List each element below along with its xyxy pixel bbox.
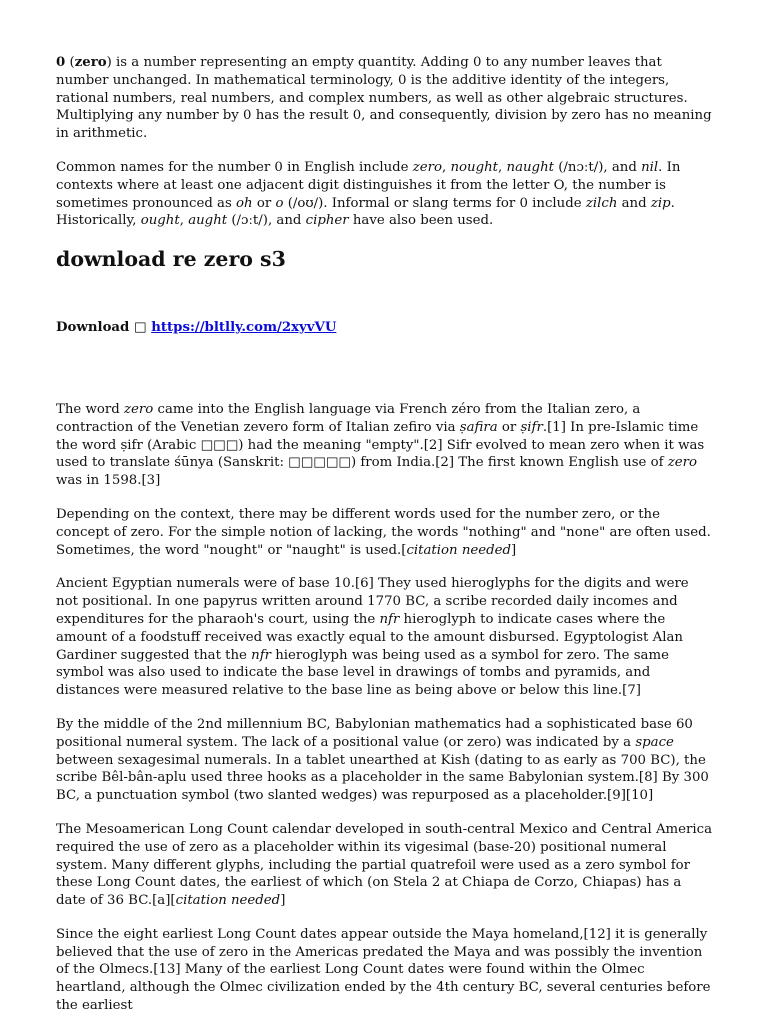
zero-word-bold: zero: [74, 55, 107, 70]
download-label: Download: [56, 320, 134, 336]
citation-needed[interactable]: citation needed: [175, 893, 281, 909]
citation-needed[interactable]: citation needed: [406, 542, 512, 558]
page-heading: download re zero s3: [56, 247, 286, 272]
paragraph-babylonian: By the middle of the 2nd millennium BC, Babylonian mathematics had a sophisticated base 60 positional numeral system. The lack of a positional value (or zero) was indicated by a space between sexagesimal numerals. In a tablet unearthed at Kish (dating to as early as 700 BC), the scribe Bêl-bân-aplu used three hooks as a placeholder in the same Babylonian system.[8] By 300 BC, a punctuation symbol (two slanted wedges) was repurposed as a placeholder.[9][10]: [56, 716, 709, 804]
spacer: [56, 337, 714, 401]
paragraph-common-names: Common names for the number 0 in English include zero, nought, naught (/nɔːt/), and nil. In contexts where at least one adjacent digit distinguishes it from the letter O, the number is sometimes pronounced as oh or o (/oʊ/). Informal or slang terms for 0 include zilch and zip. Historically, ought, aught (/ɔːt/), and cipher have also been used.: [56, 159, 681, 229]
paragraph-egyptian: Ancient Egyptian numerals were of base 10.[6] They used hieroglyphs for the digits and were not positional. In one papyrus written around 1770 BC, a scribe recorded daily incomes and expenditures for the pharaoh's court, using the nfr hieroglyph to indicate cases where the amount of a foodstuff received was exactly equal to the amount disbursed. Egyptologist Alan Gardiner suggested that the nfr hieroglyph was being used as a symbol for zero. The same symbol was also used to indicate the base level in drawings of tombs and pyramids, and distances were measured relative to the base line as being above or below this line.[7]: [56, 576, 689, 699]
download-arrow-icon: □: [133, 320, 147, 336]
paragraph-context: Depending on the context, there may be different words used for the number zero, or the concept of zero. For the simple notion of lacking, the words "nothing" and "none" are often used. Sometimes, the word "nought" or "naught" is used.[citation needed]: [56, 506, 711, 558]
download-link[interactable]: https://bltlly.com/2xyvVU: [151, 320, 337, 336]
zero-bold: 0: [56, 55, 66, 70]
download-line: [56, 319, 714, 337]
paragraph-etymology: The word zero came into the English language via French zéro from the Italian zero, a contraction of the Venetian zevero form of Italian zefiro via ṣafira or ṣifr.[1] In pre-Islamic time the word ṣifr (Arabic □□□) had the meaning "empty".[2] Sifr evolved to mean zero when it was used to translate śūnya (Sanskrit: □□□□□) from India.[2] The first known English use of zero was in 1598.[3]: [56, 401, 705, 489]
paragraph-mesoamerican: The Mesoamerican Long Count calendar developed in south-central Mexico and Central America required the use of zero as a placeholder within its vigesimal (base-20) positional numeral system. Many different glyphs, including the partial quatrefoil were used as a zero symbol for these Long Count dates, the earliest of which (on Stela 2 at Chiapa de Corzo, Chiapas) has a date of 36 BC.[a][citation needed]: [56, 821, 713, 909]
paragraph-intro: 0 (zero) is a number representing an empty quantity. Adding 0 to any number leaves that number unchanged. In mathematical terminology, 0 is the additive identity of the integers, rational numbers, real numbers, and complex numbers, as well as other algebraic structures. Multiplying any number by 0 has the result 0, and consequently, division by zero has no meaning in arithmetic.: [56, 55, 712, 142]
paragraph-olmec: Since the eight earliest Long Count dates appear outside the Maya homeland,[12] it is generally believed that the use of zero in the Americas predated the Maya and was possibly the invention of the Olmecs.[13] Many of the earliest Long Count dates were found within the Olmec heartland, although the Olmec civilization ended by the 4th century BC, several centuries before the earliest: [56, 926, 711, 1014]
